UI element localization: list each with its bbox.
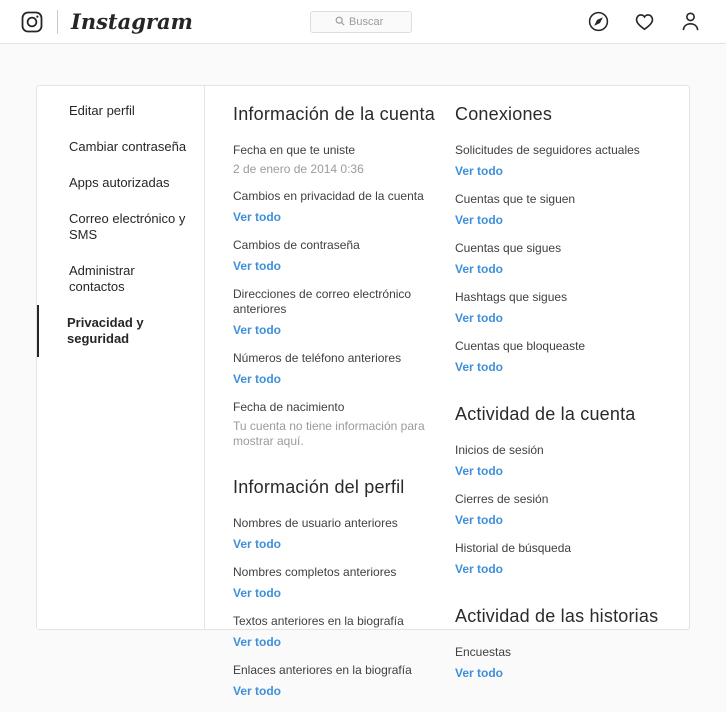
- setting-label: Solicitudes de seguidores actuales: [455, 143, 640, 157]
- sidebar-item-apps-autorizadas[interactable]: Apps autorizadas: [69, 175, 170, 190]
- activity-heart-icon[interactable]: [633, 10, 656, 33]
- setting-label: Direcciones de correo electrónico anteriores: [233, 287, 412, 316]
- setting-item: [233, 614, 455, 651]
- setting-value: 2 de enero de 2014 0:36: [233, 162, 364, 176]
- setting-item: [233, 143, 455, 177]
- setting-label: Cuentas que te siguen: [455, 192, 576, 206]
- ver-todo-link[interactable]: Ver todo: [455, 562, 504, 576]
- ver-todo-link[interactable]: Ver todo: [233, 635, 282, 649]
- setting-label: Fecha en que te uniste: [233, 143, 356, 157]
- setting-label: Textos anteriores en la biografía: [233, 614, 404, 628]
- setting-item: [233, 189, 455, 226]
- setting-label: Cambios de contraseña: [233, 238, 360, 252]
- setting-item: [455, 492, 667, 529]
- setting-label: Nombres completos anteriores: [233, 565, 397, 579]
- ver-todo-link[interactable]: Ver todo: [233, 537, 282, 551]
- ver-todo-link[interactable]: Ver todo: [455, 213, 504, 227]
- settings-page: [0, 44, 726, 698]
- setting-label: Cuentas que sigues: [455, 241, 562, 255]
- setting-item: [233, 351, 455, 388]
- setting-label: Cierres de sesión: [455, 492, 549, 506]
- setting-label: Enlaces anteriores en la biografía: [233, 663, 412, 677]
- profile-person-icon[interactable]: [679, 10, 702, 33]
- setting-item: [233, 663, 455, 700]
- search-input[interactable]: [310, 11, 412, 33]
- section-informacion-perfil: [233, 477, 455, 700]
- settings-sidebar: [37, 86, 205, 629]
- setting-item: [455, 443, 667, 480]
- section-title: Información del perfil: [233, 477, 405, 497]
- setting-label: Historial de búsqueda: [455, 541, 572, 555]
- ver-todo-link[interactable]: Ver todo: [233, 259, 282, 273]
- search-icon: [335, 13, 345, 31]
- ver-todo-link[interactable]: Ver todo: [233, 684, 282, 698]
- brand-divider: [57, 10, 58, 34]
- setting-value: Tu cuenta no tiene información para mostrar aquí.: [233, 419, 425, 448]
- setting-label: Encuestas: [455, 645, 512, 659]
- content-column-left: [233, 98, 455, 712]
- setting-label: Inicios de sesión: [455, 443, 544, 457]
- section-actividad-cuenta: [455, 404, 667, 578]
- sidebar-item-cambiar-contrasena[interactable]: Cambiar contraseña: [69, 139, 187, 154]
- setting-item: [455, 143, 667, 180]
- setting-item: [455, 541, 667, 578]
- ver-todo-link[interactable]: Ver todo: [455, 164, 504, 178]
- setting-item: [233, 400, 455, 449]
- ver-todo-link[interactable]: Ver todo: [233, 210, 282, 224]
- instagram-camera-icon: [20, 10, 44, 34]
- setting-item: [455, 290, 667, 327]
- section-conexiones: [455, 104, 667, 376]
- section-title: Actividad de las historias: [455, 606, 659, 626]
- setting-item: [455, 192, 667, 229]
- setting-item: [233, 287, 455, 339]
- ver-todo-link[interactable]: Ver todo: [233, 586, 282, 600]
- setting-item: [455, 241, 667, 278]
- ver-todo-link[interactable]: Ver todo: [455, 513, 504, 527]
- setting-label: Hashtags que sigues: [455, 290, 568, 304]
- explore-compass-icon[interactable]: [587, 10, 610, 33]
- sidebar-item-editar-perfil[interactable]: Editar perfil: [69, 103, 135, 118]
- setting-item: [455, 339, 667, 376]
- ver-todo-link[interactable]: Ver todo: [455, 360, 504, 374]
- ver-todo-link[interactable]: Ver todo: [455, 666, 504, 680]
- sidebar-item-administrar-contactos[interactable]: Administrar contactos: [69, 263, 135, 294]
- setting-item: [233, 238, 455, 275]
- top-navigation-bar: [0, 0, 726, 44]
- setting-label: Fecha de nacimiento: [233, 400, 345, 414]
- setting-item: [455, 645, 667, 682]
- ver-todo-link[interactable]: Ver todo: [233, 372, 282, 386]
- section-actividad-historias: [455, 606, 667, 682]
- instagram-wordmark: Instagram: [71, 9, 193, 34]
- ver-todo-link[interactable]: Ver todo: [233, 323, 282, 337]
- content-column-right: [455, 98, 667, 712]
- section-title: Actividad de la cuenta: [455, 404, 636, 424]
- ver-todo-link[interactable]: Ver todo: [455, 262, 504, 276]
- ver-todo-link[interactable]: Ver todo: [455, 464, 504, 478]
- setting-label: Nombres de usuario anteriores: [233, 516, 398, 530]
- sidebar-item-privacidad-seguridad[interactable]: Privacidad y seguridad: [37, 305, 204, 357]
- instagram-brand[interactable]: [20, 10, 310, 34]
- section-informacion-cuenta: [233, 104, 455, 449]
- ver-todo-link[interactable]: Ver todo: [455, 311, 504, 325]
- settings-content: [205, 86, 689, 698]
- sidebar-item-correo-sms[interactable]: Correo electrónico y SMS: [69, 211, 186, 242]
- section-title: Conexiones: [455, 104, 553, 124]
- settings-card: [36, 85, 690, 698]
- setting-label: Cambios en privacidad de la cuenta: [233, 189, 424, 203]
- setting-label: Cuentas que bloqueaste: [455, 339, 586, 353]
- setting-label: Números de teléfono anteriores: [233, 351, 402, 365]
- setting-item: [233, 516, 455, 553]
- section-title: Información de la cuenta: [233, 104, 435, 124]
- nav-icon-group: [587, 10, 702, 33]
- search-field[interactable]: [345, 16, 387, 28]
- setting-item: [233, 565, 455, 602]
